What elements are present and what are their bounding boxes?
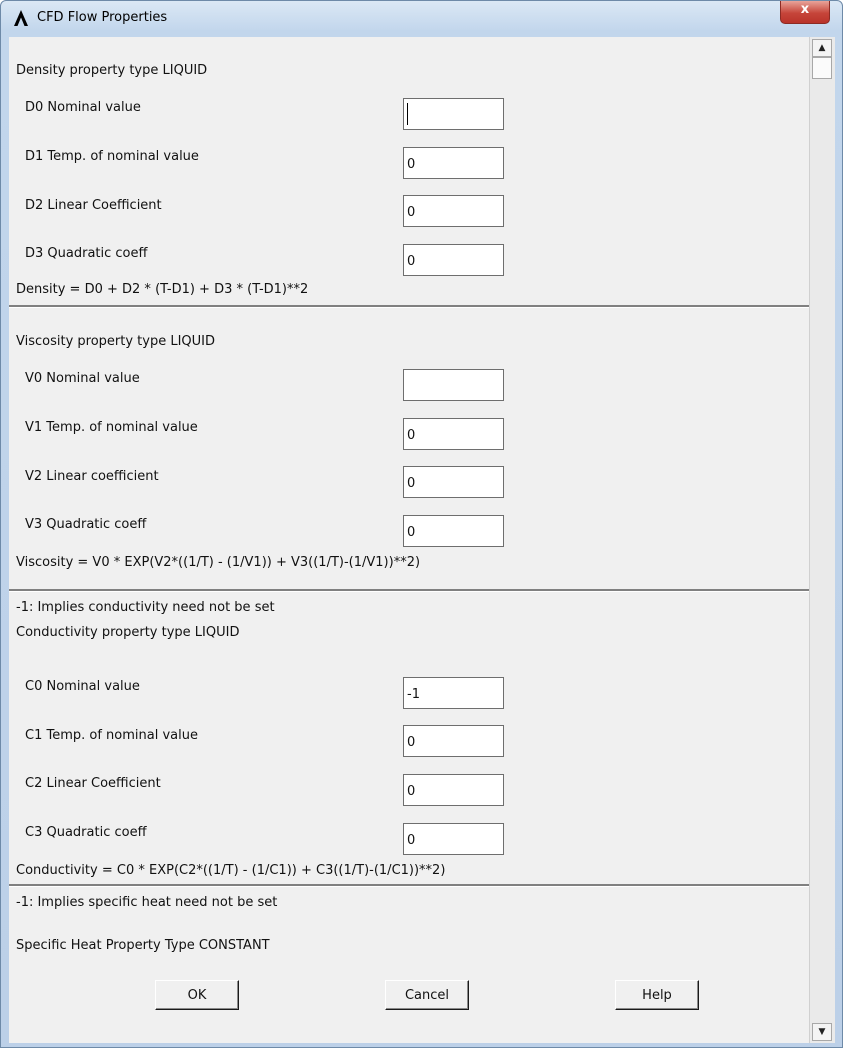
ansys-logo-icon (13, 9, 29, 27)
conductivity-c1-input[interactable] (403, 725, 504, 757)
vertical-scrollbar[interactable] (809, 37, 835, 1043)
density-d1-label: D1 Temp. of nominal value (25, 149, 199, 164)
viscosity-v2-label: V2 Linear coefficient (25, 469, 159, 484)
density-d3-input[interactable] (403, 244, 504, 276)
viscosity-formula: Viscosity = V0 * EXP(V2*((1/T) - (1/V1)) + V3((1/T)-(1/V1))**2) (16, 555, 421, 570)
specific-heat-note: -1: Implies specific heat need not be set (16, 895, 278, 910)
density-d0-label: D0 Nominal value (25, 100, 141, 115)
conductivity-heading: Conductivity property type LIQUID (16, 625, 240, 640)
viscosity-v3-input[interactable] (403, 515, 504, 547)
conductivity-c2-input[interactable] (403, 774, 504, 806)
scroll-thumb[interactable] (812, 57, 832, 79)
conductivity-c3-input[interactable] (403, 823, 504, 855)
close-icon: x (800, 2, 810, 17)
section-divider (9, 589, 809, 592)
cancel-button[interactable]: Cancel (385, 980, 469, 1010)
title-bar[interactable] (1, 1, 842, 37)
density-heading: Density property type LIQUID (16, 63, 208, 78)
density-d2-label: D2 Linear Coefficient (25, 198, 162, 213)
viscosity-v3-label: V3 Quadratic coeff (25, 517, 147, 532)
conductivity-c0-label: C0 Nominal value (25, 679, 140, 694)
conductivity-note: -1: Implies conductivity need not be set (16, 600, 275, 615)
viscosity-v1-input[interactable] (403, 418, 504, 450)
density-d1-input[interactable] (403, 147, 504, 179)
specific-heat-heading: Specific Heat Property Type CONSTANT (16, 938, 270, 953)
density-formula: Density = D0 + D2 * (T-D1) + D3 * (T-D1)**2 (16, 282, 309, 297)
close-button[interactable] (780, 1, 830, 24)
density-d3-label: D3 Quadratic coeff (25, 246, 148, 261)
conductivity-c0-input[interactable] (403, 677, 504, 709)
ok-button[interactable]: OK (155, 980, 239, 1010)
density-d0-input[interactable] (403, 98, 504, 130)
section-divider (9, 305, 809, 308)
viscosity-heading: Viscosity property type LIQUID (16, 334, 216, 349)
window-title: CFD Flow Properties (37, 10, 168, 25)
viscosity-v0-input[interactable] (403, 369, 504, 401)
dialog-content (9, 37, 809, 1043)
section-divider (9, 884, 809, 887)
conductivity-formula: Conductivity = C0 * EXP(C2*((1/T) - (1/C1)) + C3((1/T)-(1/C1))**2) (16, 863, 446, 878)
text-caret (407, 103, 408, 125)
conductivity-c3-label: C3 Quadratic coeff (25, 825, 147, 840)
density-d2-input[interactable] (403, 195, 504, 227)
scroll-up-icon[interactable]: ▲ (812, 39, 832, 57)
viscosity-v2-input[interactable] (403, 466, 504, 498)
help-button[interactable]: Help (615, 980, 699, 1010)
conductivity-c1-label: C1 Temp. of nominal value (25, 728, 198, 743)
viscosity-v1-label: V1 Temp. of nominal value (25, 420, 198, 435)
conductivity-c2-label: C2 Linear Coefficient (25, 776, 161, 791)
viscosity-v0-label: V0 Nominal value (25, 371, 140, 386)
scroll-down-icon[interactable]: ▼ (812, 1023, 832, 1041)
